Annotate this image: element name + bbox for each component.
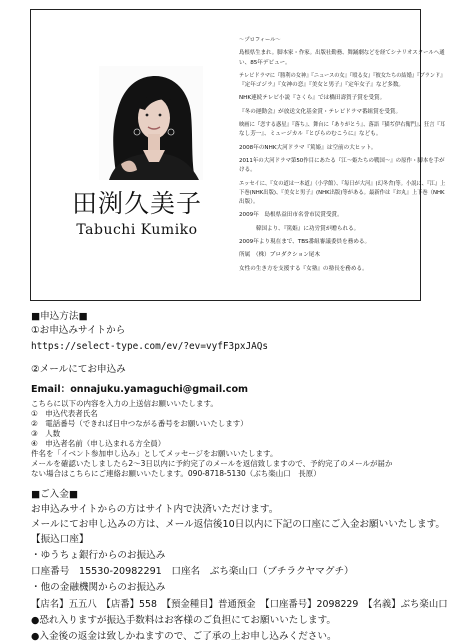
bank-other: ・他の金融機関からのお振込み: [31, 582, 166, 593]
instruction-line: ない場合はこちらにご連絡お願いいたします。090-8718-5130（ぶち楽山口 長原）: [31, 469, 321, 478]
bio-line: 所属 （株）プロダクション尾木: [239, 252, 320, 259]
bio-line: 女性の生き方を支援する『女塾』の塾長を務める。: [239, 265, 368, 272]
bio-line: 『冬の運動会』が放送文化基金賞・テレビドラマ番組賞を受賞。: [239, 108, 402, 115]
bio-line: 2008年のNHK大河ドラマ『篤姫』は空前の大ヒット。: [239, 144, 377, 151]
instruction-line: ④ 申込者名前（申し込まれる方全員）: [31, 439, 166, 448]
bio-line: ける。: [239, 167, 256, 174]
application-url-link[interactable]: https://select-type.com/ev/?ev=vyfF3pxJAQs: [31, 341, 269, 352]
account-details: 【店名】五五八 【店番】558 【預金種目】普通預金 【口座番号】2098229 【名義】ぶち楽山口: [31, 599, 448, 610]
instruction-line: 件名を「イベント参加申し込み」としてメッセージをお願いいたします。: [31, 449, 278, 458]
name-english: Tabuchi Kumiko: [76, 222, 198, 238]
bio-line: い、85年デビュー。: [239, 59, 291, 66]
bio-line: 出版）。: [239, 199, 259, 206]
bio-line: エッセイに、『女の道は一本道』（小学館）、『毎日が大河』(幻冬舎)等。小説に、『江』上: [239, 180, 446, 187]
account-number-line: 口座番号 15530-20982291 口座名 ぶち楽山口（ブチラクヤマグチ）: [31, 566, 354, 577]
bio-line: 下巻(NHK出版)、『美女と男子』(NHK出版)等がある。最新作は『お丸』上下巻（NHK: [239, 189, 445, 196]
bio-line: 2009年 島根県益田市名誉市民賞受賞。: [239, 212, 343, 219]
name-japanese: 田渕久美子: [71, 189, 202, 218]
bio-line: テレビドラマに『勝利の女神』『ニュースの女』『殴る女』『彼女たちの結婚』『ブランド』: [239, 72, 446, 79]
payment-title: ■ご入金■: [31, 489, 78, 500]
payment-line: お申込みサイトからの方はサイト内で決済いただけます。: [31, 504, 279, 515]
instruction-line: ① 申込代表者氏名: [31, 409, 98, 418]
application-title: ■申込方法■: [31, 311, 88, 322]
profile-photo: [99, 66, 203, 180]
bio-line: なし芳一』、ミュージカル『とびらのむこうに』なども。: [239, 131, 382, 138]
bio-line: 2009年より現在まで、TBS番組審議委員を務める。: [239, 239, 371, 246]
bio-heading: ～プロフィール～: [239, 37, 281, 43]
bio-line: 『定年ゴジラ』『女神の恋』『美女と男子』『定年女子』など多数。: [239, 82, 405, 89]
method2-label: ②メールにてお申込み: [31, 364, 126, 375]
method1-label: ①お申込みサイトから: [31, 325, 126, 336]
bio-line: NHK連続テレビ小説『さくら』では橋田壽賀子賞を受賞。: [239, 95, 386, 102]
profile-bio: [239, 36, 445, 274]
bio-line: 映画に『恋する惑星』『落ち』、舞台に『ありがとう』、落語『猫ぢ伊右衛門』、狂言『耳: [239, 122, 446, 129]
profile-box: [30, 9, 446, 301]
bio-line: 2011年の大河ドラマ第50作目にあたる『江～姫たちの戦国～』の原作・脚本を手が: [239, 157, 445, 164]
payment-line: メールにてお申し込みの方は、メール返信後10日以内に下記の口座にご入金お願いいたします。: [31, 519, 445, 530]
account-header: 【振込口座】: [31, 534, 89, 545]
instruction-line: メールを確認いたしましたら2～3日以内に予約完了のメールを返信致しますので、予約完了のメールが届か: [31, 459, 393, 468]
payment-note: ●入金後の返金は致しかねますので、ご了承の上お申し込みください。: [31, 631, 337, 642]
instruction-line: ③ 人数: [31, 429, 61, 438]
bio-line: 島根県生まれ。脚本家・作家。出版社勤務、舞踊劇などを経てシナリオスクールへ通: [239, 50, 445, 57]
email-label: Email：: [31, 384, 71, 395]
instruction-line: ② 電話番号（できれば日中つながる番号をお願いいたします）: [31, 419, 248, 428]
payment-note: ●恐れ入りますが振込手数料はお客様のご負担にてお願いいたします。: [31, 615, 337, 626]
bio-line: 韓国より、『篤姫』に功労賞が贈られる。: [239, 225, 360, 232]
instruction-line: こちらに以下の内容を入力の上送信お願いいたします。: [31, 399, 218, 408]
email-row: [31, 381, 248, 395]
email-link[interactable]: onnajuku.yamaguchi@gmail.com: [70, 384, 249, 395]
portrait-image: [99, 66, 203, 180]
bank-yucho: ・ゆうちょ銀行からのお振込み: [31, 550, 166, 561]
